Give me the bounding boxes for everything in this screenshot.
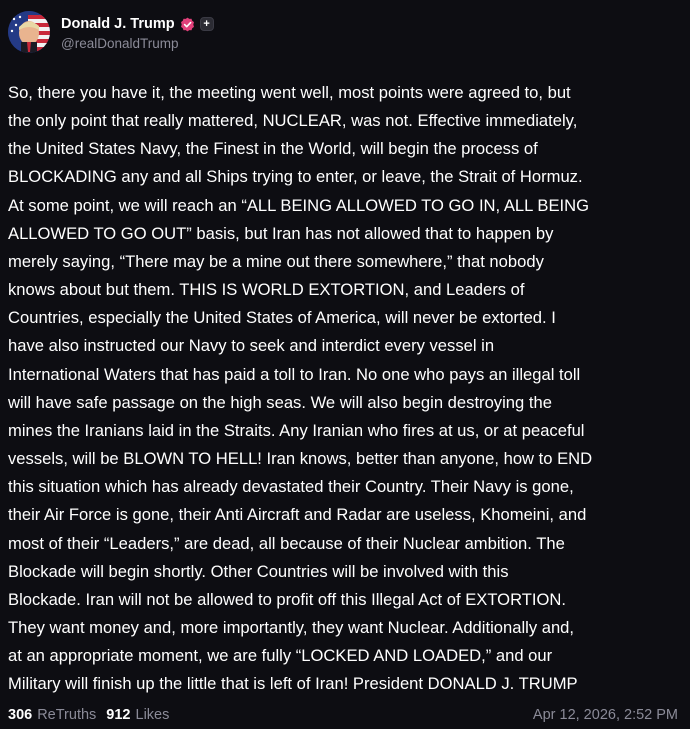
likes-label: Likes [135,707,170,723]
post-text-line: most of their “Leaders,” are dead, all because of their Nuclear ambition. The [8,533,565,553]
verified-check-icon [180,17,195,32]
avatar[interactable] [8,11,50,53]
post-text-line: their Air Force is gone, their Anti Aircraft and Radar are useless, Khomeini, and [8,505,587,525]
likes-stat[interactable] [106,707,169,723]
post-text-line: the United States Navy, the Finest in the World, will begin the process of [8,139,538,159]
likes-count: 912 [106,707,131,723]
post-text-line: vessels, will be BLOWN TO HELL! Iran knows, better than anyone, how to END [8,449,593,469]
author-handle[interactable]: @realDonaldTrump [61,36,179,51]
post-text-line: Countries, especially the United States of America, will never be extorted. I [8,308,556,328]
post-text-line: merely saying, “There may be a mine out there somewhere,” that nobody [8,251,544,271]
post-text-line: At some point, we will reach an “ALL BEING ALLOWED TO GO IN, ALL BEING [8,195,590,215]
post-text-line: So, there you have it, the meeting went well, most points were agreed to, but [8,83,571,102]
retruths-count: 306 [8,707,33,723]
post-footer [8,704,678,726]
post-text-line: mines the Iranians laid in the Straits. Any Iranian who fires at us, or at peaceful [8,420,585,440]
post-text-line: They want money and, more importantly, they want Nuclear. Additionally and, [8,617,575,637]
post-text-line: Military will finish up the little that is left of Iran! President DONALD J. TRUMP [8,674,578,694]
post-text-line: will have safe passage on the high seas. We will also begin destroying the [8,392,552,412]
retruths-label: ReTruths [37,707,97,723]
post-text-line: BLOCKADING any and all Ships trying to enter, or leave, the Strait of Hormuz. [8,167,583,187]
author-info [61,13,214,51]
retruths-stat[interactable] [8,707,96,723]
post-text-line: at an appropriate moment, we are fully “LOCKED AND LOADED,” and our [8,646,553,666]
post-text-line: International Waters that has paid a toll to Iran. No one who pays an illegal toll [8,364,581,384]
post-text-line: ALLOWED TO GO OUT” basis, but Iran has not allowed that to happen by [8,223,554,243]
post-timestamp[interactable]: Apr 12, 2026, 2:52 PM [532,707,678,723]
author-display-name[interactable]: Donald J. Trump [61,16,175,32]
post-text [8,79,684,698]
avatar-image [8,11,50,53]
post-text-line: this situation which has already devastated their Country. Their Navy is gone, [8,477,574,497]
post-header [8,10,214,54]
author-name-row [61,13,214,35]
post-text-line: knows about but them. THIS IS WORLD EXTORTION, and Leaders of [8,280,525,300]
plus-badge-icon[interactable]: + [200,17,214,31]
post-text-line: the only point that really mattered, NUCLEAR, was not. Effective immediately, [8,111,578,131]
post-text-line: have also instructed our Navy to seek and interdict every vessel in [8,336,495,356]
post-text-line: Blockade. Iran will not be allowed to profit off this Illegal Act of EXTORTION. [8,589,567,609]
post-text-line: Blockade will begin shortly. Other Countries will be involved with this [8,561,509,581]
